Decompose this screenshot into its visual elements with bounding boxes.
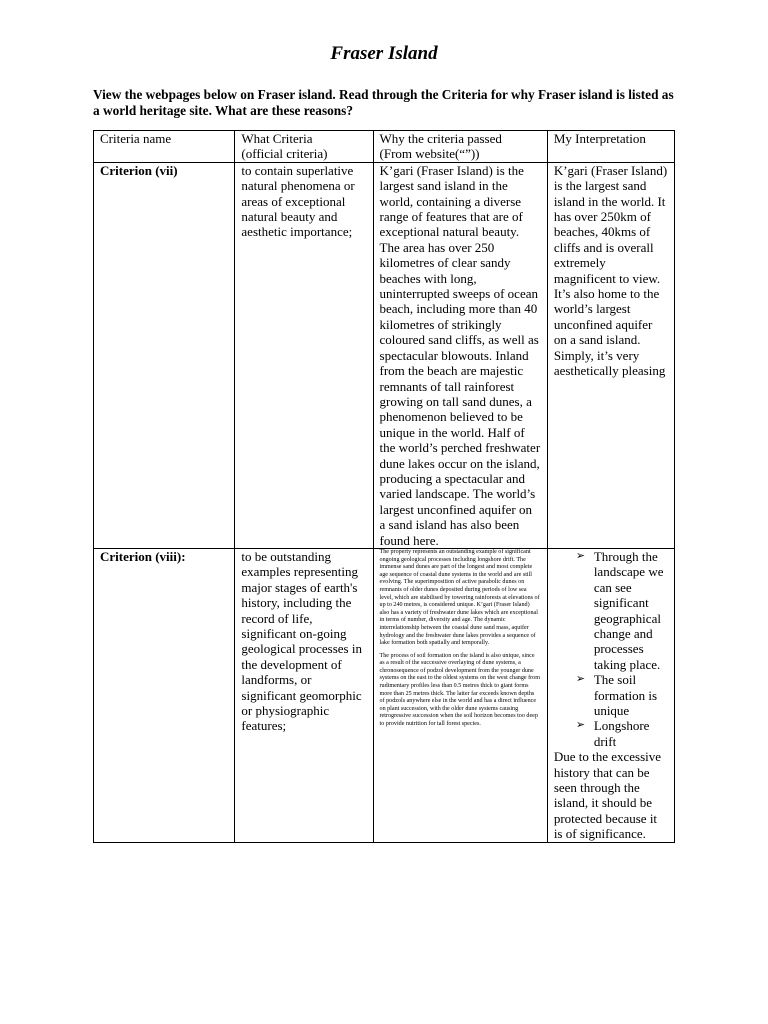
list-item xyxy=(554,672,668,718)
website-reason-cell xyxy=(373,162,547,548)
interpretation-text: K’gari (Fraser Island) is the largest sand island in the world. It has over 250km of beaches, 40kms of cliffs and is overall extremely magnificent to view. It’s also home to the world’s largest unconfined aquifer on a sand island. xyxy=(553,162,668,348)
criterion-name: Criterion (viii): xyxy=(100,548,186,564)
header-official-line1: What Criteria xyxy=(241,131,313,146)
list-item xyxy=(554,549,668,672)
website-reason-paragraph-1: The property represents an outstanding example of significant ongoing geological processes including longshore drift. The immense sand dunes are part of the longest and most complete age sequence of coastal dune systems in the world and are still evolving. The superimposition of active parabolic dunes on remnants of older dunes deposited during periods of low sea level, which are stabilised by towering rainforests at elevations of up to 240 metres, is considered unique. K’gari (Fraser Island) also has a variety of freshwater dune lakes which are exceptional in terms of number, diversity and age. The dynamic interrelationship between the coastal dune sand mass, aquifer hydrology and the freshwater dune lakes provides a sequence of lake formation both spatially and temporally. xyxy=(379,548,540,647)
criteria-table xyxy=(93,130,675,843)
table-row xyxy=(94,548,675,842)
arrow-bullet-icon: ➢ xyxy=(575,549,586,562)
official-criteria-cell xyxy=(235,548,373,842)
website-reason-cell xyxy=(373,548,547,842)
website-reason-paragraph-2: The process of soil formation on the island is also unique, since as a result of the successive overlaying of dune systems, a chronosequence of podzol development from the younger dune systems on the east to the oldest systems on the west change from rudimentary profiles less than 0.5 metres thick to giant forms more than 25 metres thick. The latter far exceeds known depths of podzols anywhere else in the world and has a direct influence on plant succession, with the older dune systems causing retrogressive succession when the soil horizon becomes too deep to provide nutrition for tall forest species. xyxy=(379,652,540,728)
intro-instructions: View the webpages below on Fraser island. Read through the Criteria for why Fraser island is listed as a world heritage site. What are these reasons? xyxy=(93,87,674,118)
header-official-criteria xyxy=(235,131,373,163)
header-official-line2: (official criteria) xyxy=(241,146,328,162)
criterion-name-cell xyxy=(94,162,235,548)
document-title: Fraser Island xyxy=(330,43,438,64)
interpretation-cell xyxy=(547,162,674,548)
bullet-text: The soil formation is unique xyxy=(593,672,657,719)
official-criteria-cell xyxy=(235,162,373,548)
arrow-bullet-icon: ➢ xyxy=(575,719,586,732)
interpretation-cell xyxy=(547,548,674,842)
header-criteria-name-text: Criteria name xyxy=(100,131,172,146)
table-header-row xyxy=(94,131,675,163)
interpretation-summary: Simply, it’s very aesthetically pleasing xyxy=(553,347,666,379)
criterion-name: Criterion (vii) xyxy=(100,162,178,178)
interpretation-bullet-list xyxy=(554,549,668,749)
bullet-text: Longshore drift xyxy=(593,718,650,749)
official-criteria-text: to be outstanding examples representing major stages of earth's history, including the record of life, significant on-going geological processes in the development of landforms, or significant geomorphic or physiographic features; xyxy=(241,548,362,734)
official-criteria-text: to contain superlative natural phenomena or areas of exceptional natural beauty and aesthetic importance; xyxy=(241,162,355,240)
table-row xyxy=(94,162,675,548)
header-why-line2: (From website(“”)) xyxy=(379,146,480,162)
header-interpretation-text: My Interpretation xyxy=(553,131,646,146)
header-why-line1: Why the criteria passed xyxy=(379,131,502,146)
interpretation-conclusion: Due to the excessive history that can be seen through the island, it should be protected because it is of significance. xyxy=(553,749,662,842)
criterion-name-cell xyxy=(94,548,235,842)
bullet-text: Through the landscape we can see significant geographical change and processes taking place. xyxy=(593,548,664,672)
list-item xyxy=(554,718,668,749)
header-why-passed xyxy=(373,131,547,163)
header-criteria-name xyxy=(94,131,235,163)
arrow-bullet-icon: ➢ xyxy=(575,673,586,686)
website-reason-text: K’gari (Fraser Island) is the largest sand island in the world, containing a diverse range of features that are of exceptional natural beauty. The area has over 250 kilometres of clear sandy beaches with long, uninterrupted sweeps of ocean beach, including more than 40 kilometres of strikingly coloured sand cliffs, as well as spectacular blowouts. Inland from the beach are majestic remnants of tall rainforest growing on tall sand dunes, a phenomenon believed to be unique in the world. Half of the world’s perched freshwater dune lakes occur on the island, producing a spectacular and varied landscape. The world’s largest unconfined aquifer on a sand island has also been found here. xyxy=(379,162,541,548)
header-my-interpretation xyxy=(547,131,674,163)
